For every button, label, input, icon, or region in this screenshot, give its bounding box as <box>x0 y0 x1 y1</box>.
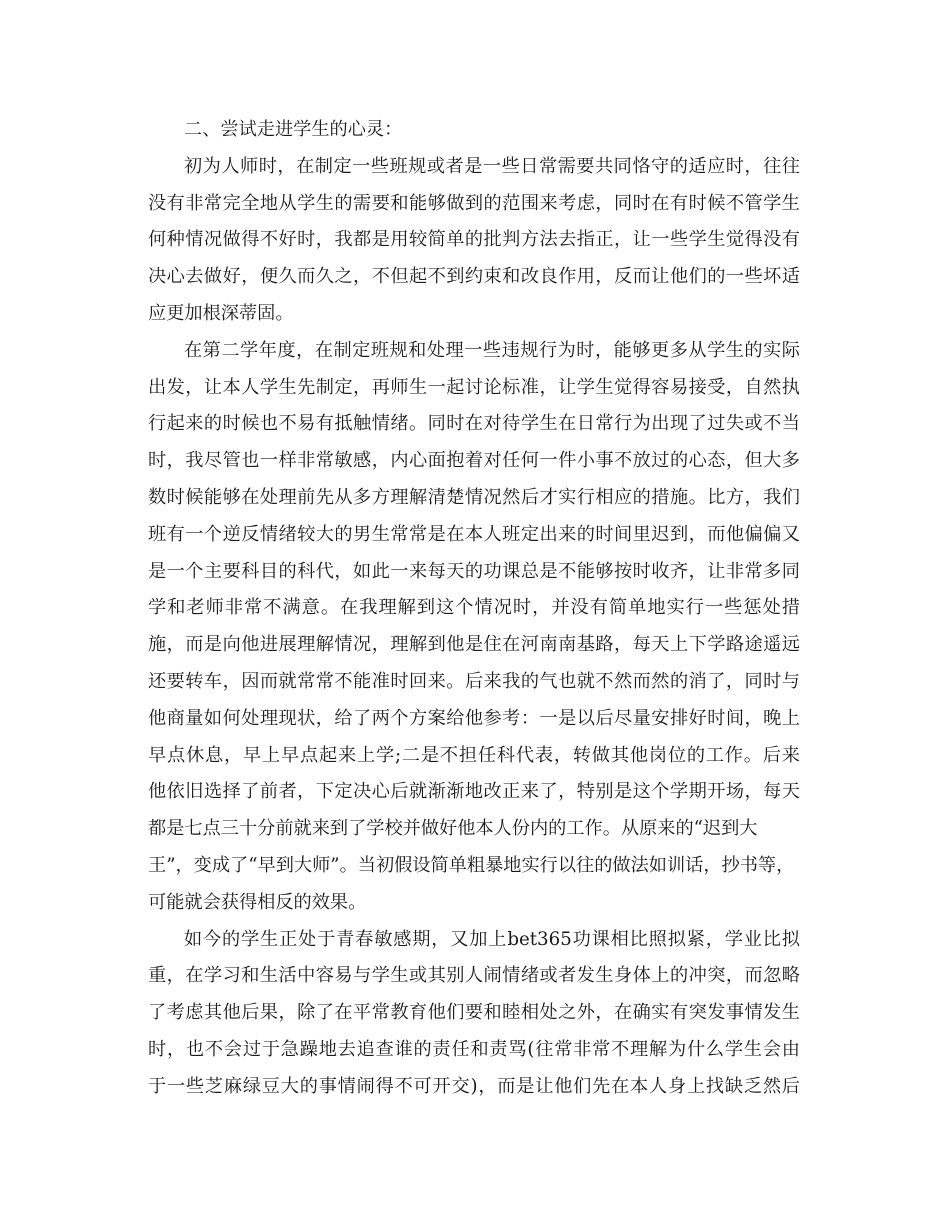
paragraph-2 <box>148 333 800 922</box>
paragraph-line: 学和老师非常不满意。在我理解到这个情况时，并没有简单地实行一些惩处措 <box>148 597 800 619</box>
section-heading: 二、尝试走进学生的心灵： <box>184 119 403 140</box>
paragraph-line: 早点休息，早上早点起来上学;二是不担任科代表，转做其他岗位的工作。后来 <box>148 744 800 766</box>
document-page <box>148 112 800 1106</box>
paragraph-line: 他依旧选择了前者，下定决心后就渐渐地改正来了，特别是这个学期开场，每天 <box>148 781 800 803</box>
paragraph-line: 行起来的时候也不易有抵触情绪。同时在对待学生在日常行为出现了过失或不当 <box>148 413 800 435</box>
paragraph-line: 他商量如何处理现状，给了两个方案给他参考：一是以后尽量安排好时间，晚上 <box>148 707 800 729</box>
paragraph-line: 初为人师时，在制定一些班规或者是一些日常需要共同恪守的适应时，往往 <box>184 155 800 177</box>
paragraph-3 <box>148 922 800 1106</box>
paragraph-line: 重，在学习和生活中容易与学生或其别人闹情绪或者发生身体上的冲突，而忽略 <box>148 965 800 987</box>
paragraph-line: 如今的学生正处于青春敏感期，又加上bet365功课相比照拟紧，学业比拟 <box>184 928 800 950</box>
paragraph-line: 时，也不会过于急躁地去追查谁的责任和责骂(往常非常不理解为什么学生会由 <box>148 1038 800 1060</box>
paragraph-line: 数时候能够在处理前先从多方理解清楚情况然后才实行相应的措施。比方，我们 <box>148 486 800 508</box>
paragraph-line: 施，而是向他进展理解情况，理解到他是住在河南南基路，每天上下学路途遥远 <box>148 634 800 656</box>
paragraph-1 <box>148 149 800 333</box>
paragraph-line: 应更加根深蒂固。 <box>148 302 294 324</box>
paragraph-line: 于一些芝麻绿豆大的事情闹得不可开交)，而是让他们先在本人身上找缺乏然后 <box>148 1075 800 1097</box>
paragraph-line: 决心去做好，便久而久之，不但起不到约束和改良作用，反而让他们的一些坏适 <box>148 266 800 288</box>
paragraph-line: 没有非常完全地从学生的需要和能够做到的范围来考虑，同时在有时候不管学生 <box>148 192 800 214</box>
paragraph-line: 时，我尽管也一样非常敏感，内心面抱着对任何一件小事不放过的心态，但大多 <box>148 450 800 472</box>
paragraph-line: 班有一个逆反情绪较大的男生常常是在本人班定出来的时间里迟到，而他偏偏又 <box>148 523 800 545</box>
paragraph-line: 在第二学年度，在制定班规和处理一些违规行为时，能够更多从学生的实际 <box>184 339 800 361</box>
paragraph-line: 何种情况做得不好时，我都是用较简单的批判方法去指正，让一些学生觉得没有 <box>148 229 800 251</box>
paragraph-line: 都是七点三十分前就来到了学校并做好他本人份内的工作。从原来的“迟到大 <box>148 818 758 840</box>
paragraph-line: 是一个主要科目的科代，如此一来每天的功课总是不能够按时收齐，让非常多同 <box>148 560 800 582</box>
paragraph-line: 出发，让本人学生先制定，再师生一起讨论标准，让学生觉得容易接受，自然执 <box>148 376 800 398</box>
paragraph-line: 了考虑其他后果，除了在平常教育他们要和睦相处之外，在确实有突发事情发生 <box>148 1002 800 1024</box>
paragraph-line: 还要转车，因而就常常不能准时回来。后来我的气也就不然而然的消了，同时与 <box>148 670 800 692</box>
paragraph-line: 王”，变成了“早到大师”。当初假设简单粗暴地实行以往的做法如训话，抄书等， <box>148 854 795 876</box>
paragraph-line: 可能就会获得相反的效果。 <box>148 891 367 913</box>
